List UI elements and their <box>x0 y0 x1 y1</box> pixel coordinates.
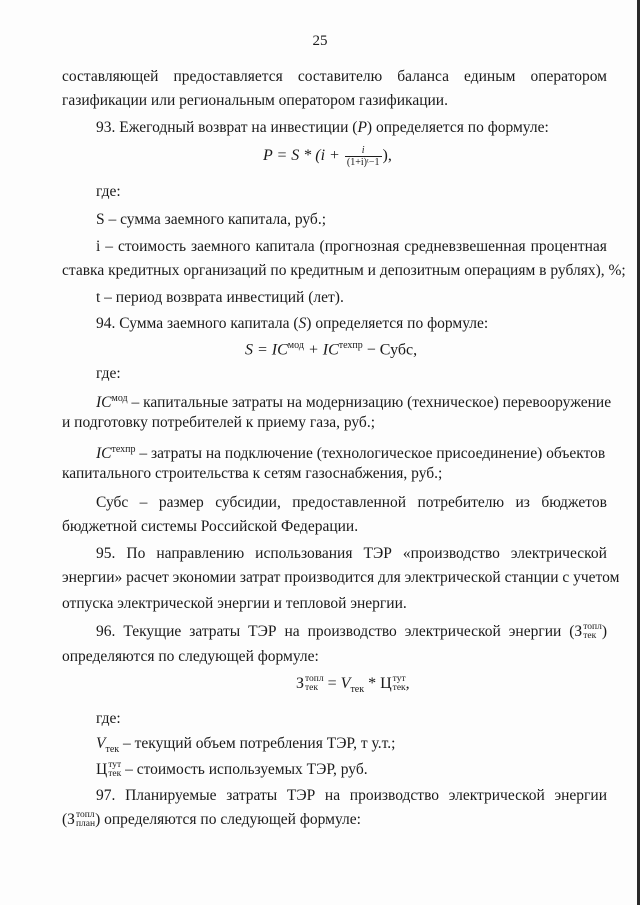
continuation-word: составляющей <box>62 68 159 85</box>
def-c-sub: тек <box>108 769 122 780</box>
definition-subs-word: из <box>515 494 530 511</box>
paragraph-96-line1 <box>96 622 607 642</box>
paragraph-95-line2: энергии» расчет экономии затрат производится для электрической станции с учетом <box>62 569 620 586</box>
paragraph-96-word: производство <box>307 623 397 640</box>
definition-icmod-line2: и подготовку потребителей к приему газа, руб.; <box>62 414 376 431</box>
p97-symbol: (З <box>62 811 75 828</box>
p94-text-b: ) определяется по формуле: <box>306 315 489 332</box>
definition-subs-word: бюджетов <box>541 494 607 511</box>
icmod-symbol: IC <box>96 394 112 412</box>
continuation-word: баланса <box>397 68 449 85</box>
def-v-text: – текущий объем потребления ТЭР, т у.т.; <box>119 735 396 752</box>
def-c-indices <box>108 761 121 779</box>
p93-text-b: ) определяется по формуле: <box>366 119 549 136</box>
def-v-symbol: V <box>96 735 106 752</box>
f94-plus: + IC <box>303 341 339 359</box>
ictech-symbol: IC <box>96 445 112 463</box>
where-label-2: где: <box>96 365 121 382</box>
paragraph-95-word: использования <box>255 545 353 562</box>
formula-93 <box>263 145 392 168</box>
paragraph-97-word: энергии <box>554 787 607 804</box>
definition-i-word: заемного <box>191 238 251 255</box>
f94-sup-techpr: техпр <box>338 340 363 351</box>
definition-i-word: процентная <box>530 238 607 255</box>
f96-eq: = <box>323 675 341 692</box>
f93-tail: ), <box>382 147 392 165</box>
p94-text-a: 94. Сумма заемного капитала ( <box>96 315 299 332</box>
definition-icmod-line1 <box>96 389 611 413</box>
paragraph-97-word: затраты <box>226 787 278 804</box>
f96-mul: * Ц <box>364 675 392 692</box>
paragraph-96-word: Текущие <box>123 623 182 640</box>
paragraph-96-word: электрической <box>404 623 501 640</box>
ictech-text: – затраты на подключение (технологическое присоединение) объектов <box>135 445 606 463</box>
f93-lhs: P = S * (i + <box>263 147 344 165</box>
page-number: 25 <box>312 33 328 49</box>
paragraph-97-word: Планируемые <box>125 787 217 804</box>
paragraph-93 <box>96 118 549 138</box>
p96-close: ) <box>601 623 607 640</box>
f94-sup-mod: мод <box>287 340 304 351</box>
definition-i-word: капитала <box>255 238 315 255</box>
definition-subs-word: – <box>139 494 148 511</box>
definition-c <box>96 760 368 780</box>
paragraph-96-word: 96. <box>96 623 116 640</box>
definition-subs-line1 <box>96 493 607 513</box>
paragraph-95-word: 95. <box>96 545 116 562</box>
icmod-text: – капитальные затраты на модернизацию (техническое) перевооружение <box>127 394 612 412</box>
f96-c-sup: тут <box>392 674 406 685</box>
paragraph-95-word: «производство <box>402 545 500 562</box>
def-v-sub: тек <box>105 744 120 756</box>
def-c-text: – стоимость используемых ТЭР, руб. <box>121 761 368 778</box>
paragraph-95-word: ТЭР <box>363 545 392 562</box>
continuation-word: составителю <box>297 68 383 85</box>
paragraph-96-word: (З топл тек ) <box>569 622 607 642</box>
f96-c-indices <box>393 675 406 693</box>
f93-denominator: (1+i)ᵗ−1 <box>346 157 380 168</box>
paragraph-96-word: ТЭР <box>248 623 277 640</box>
paragraph-95-word: направлению <box>156 545 245 562</box>
f96-v-sub: тек <box>350 684 365 696</box>
paragraph-97-word: производство <box>349 787 440 804</box>
p96-sup: топл <box>583 622 602 633</box>
formula-94 <box>245 335 417 361</box>
definition-subs-word: субсидии, <box>215 494 281 511</box>
p93-text-a: 93. Ежегодный возврат на инвестиции ( <box>96 119 358 136</box>
definition-i-word: (прогнозная <box>319 238 400 255</box>
formula-96 <box>296 673 410 701</box>
f96-v: V <box>340 675 351 692</box>
f96-z-sub: тек <box>305 683 318 694</box>
paragraph-97-word: на <box>324 787 341 804</box>
paragraph-continuation-line1 <box>62 67 607 87</box>
definition-i-word: стоимость <box>117 238 187 255</box>
continuation-word: оператором <box>530 68 607 85</box>
paragraph-94 <box>96 314 488 334</box>
definition-subs-word: потребителю <box>417 494 505 511</box>
p96-sub: тек <box>583 631 597 642</box>
f93-fraction <box>345 145 382 168</box>
icmod-sup: мод <box>111 393 128 404</box>
p97-sub: план <box>75 819 96 830</box>
f96-z-indices <box>305 675 324 693</box>
p93-var: P <box>357 119 367 136</box>
definition-i-word: i <box>96 238 101 255</box>
paragraph-96-word: энергии <box>508 623 562 640</box>
definition-i-word: средневзвешенная <box>404 238 526 255</box>
continuation-word: единым <box>464 68 516 85</box>
def-c-sup: тут <box>108 760 122 771</box>
definition-s: S – сумма заемного капитала, руб.; <box>96 211 327 228</box>
continuation-word: предоставляется <box>173 68 283 85</box>
definition-subs-word: предоставленной <box>292 494 407 511</box>
definition-v <box>96 734 395 760</box>
f96-tail: , <box>405 675 410 692</box>
paragraph-97-word: электрической <box>448 787 545 804</box>
definition-t: t – период возврата инвестиций (лет). <box>96 289 344 306</box>
f96-z: З <box>296 675 305 692</box>
paragraph-97-word: 97. <box>96 787 116 804</box>
f96-z-sup: топл <box>305 674 324 685</box>
paragraph-96-word: на <box>284 623 300 640</box>
ictech-sup: техпр <box>111 444 136 455</box>
p97-indices <box>76 811 95 829</box>
p94-var: S <box>298 315 307 332</box>
def-c-symbol: Ц <box>96 761 108 778</box>
f94-tail: − Субс, <box>362 341 418 359</box>
paragraph-97-line2 <box>62 810 361 830</box>
where-label-3: где: <box>96 710 121 727</box>
definition-subs-word: размер <box>158 494 204 511</box>
paragraph-95-line3: отпуска электрической энергии и тепловой энергии. <box>62 595 407 612</box>
definition-i-line1 <box>96 237 607 257</box>
p96-indices <box>583 623 602 641</box>
definition-ictech-line1 <box>96 440 605 464</box>
paragraph-continuation-line2: газификации или региональным оператором газификации. <box>62 92 448 109</box>
paragraph-95-line1 <box>96 544 607 564</box>
f96-c-sub: тек <box>392 683 406 694</box>
p97-sup: топл <box>75 810 95 821</box>
definition-i-word: – <box>105 238 113 255</box>
definition-ictech-line2: капитального строительства к сетям газоснабжения, руб.; <box>62 465 443 482</box>
paragraph-97-line1 <box>96 786 607 806</box>
p97-text: ) определяются по следующей формуле: <box>95 811 361 828</box>
paragraph-97-word: ТЭР <box>286 787 316 804</box>
definition-i-line2: ставка кредитных организаций по кредитным и депозитным операциям в рублях), %; <box>62 262 626 279</box>
f94-lhs: S = IC <box>245 341 288 359</box>
paragraph-95-word: По <box>126 545 146 562</box>
paragraph-96-line2: определяются по следующей формуле: <box>62 648 319 665</box>
paragraph-96-word: затраты <box>189 623 241 640</box>
definition-subs-word: Субс <box>96 494 129 511</box>
f93-numerator: i <box>345 145 382 157</box>
where-label-1: где: <box>96 183 121 200</box>
definition-subs-line2: бюджетной системы Российской Федерации. <box>62 518 359 535</box>
paragraph-95-word: электрической <box>510 545 607 562</box>
